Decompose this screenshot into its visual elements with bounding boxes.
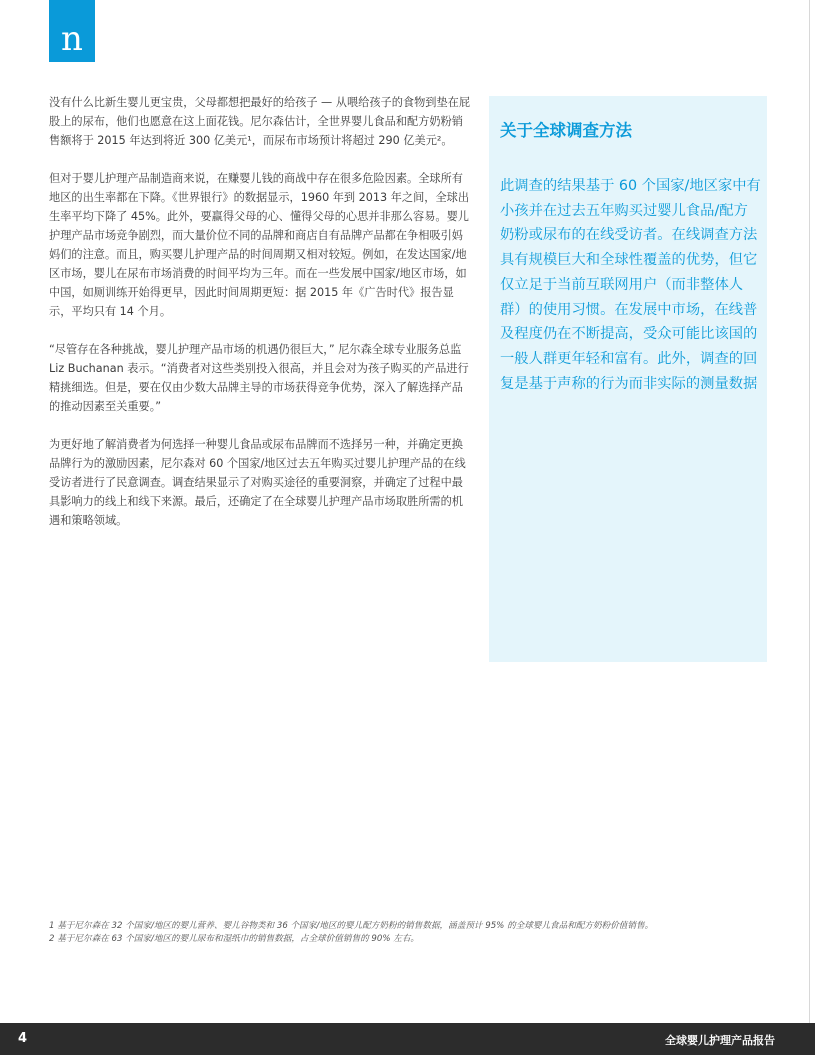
paragraph-survey: 为更好地了解消费者为何选择一种婴儿食品或尿布品牌而不选择另一种，并确定更换品牌行为的激励因素，尼尔森对 60 个国家/地区过去五年购买过婴儿护理产品的在线受访者进行了民意调查。调查结果显示了对购买途径的重要洞察，并确定了过程中最具影响力的线上和线下来源。最后，还确定了在全球婴儿护理产品市场取胜所需的机遇和策略领域。	[49, 438, 466, 527]
report-title: 全球婴儿护理产品报告	[665, 1034, 775, 1047]
footnote-2: 2 基于尼尔森在 63 个国家/地区的婴儿尿布和湿纸巾的销售数据，占全球价值销售的 90% 左右。	[49, 934, 420, 944]
logo-letter: n	[61, 19, 83, 59]
paragraph-risks: 但对于婴儿护理产品制造商来说，在赚婴儿钱的商战中存在很多危险因素。全球所有地区的出生率都在下降。《世界银行》的数据显示，1960 年到 2013 年之间，全球出生率平均下降了 45%。此外，要赢得父母的心、懂得父母的心思并非那么容易。婴儿护理产品市场竞争剧烈，而大量价位不同的品牌和商店自有品牌产品都在争相吸引妈妈们的注意。而且，购买婴儿护理产品的时间周期又相对较短。例如，在发达国家/地区市场，婴儿在尿布市场消费的时间平均为三年。而在一些发展中国家/地区市场，如中国，如厕训练开始得更早，因此时间周期更短：据 2015 年《广告时代》报告显示，平均只有 14 个月。	[49, 172, 470, 318]
sidebar-title: 关于全球调查方法	[500, 121, 632, 140]
footer-bar	[0, 1023, 815, 1055]
paragraph-intro: 没有什么比新生婴儿更宝贵，父母都想把最好的给孩子 — 从喂给孩子的食物到垫在屁股上的尿布，他们也愿意在这上面花钱。尼尔森估计，全世界婴儿食品和配方奶粉销售额将于 2015 年达到将近 300 亿美元¹，而尿布市场预计将超过 290 亿美元²。	[49, 96, 471, 147]
footnotes	[49, 920, 789, 946]
nielsen-logo	[49, 0, 95, 62]
page-number: 4	[18, 1031, 28, 1046]
paragraph-quote: “尽管存在各种挑战，婴儿护理产品市场的机遇仍很巨大，” 尼尔森全球专业服务总监 Liz Buchanan 表示。“消费者对这些类别投入很高，并且会对为孩子购买的产品进行精挑细选。但是，要在仅由少数大品牌主导的市场获得竞争优势，深入了解选择产品的推动因素至关重要。”	[49, 343, 469, 413]
footnote-1: 1 基于尼尔森在 32 个国家/地区的婴儿营养、婴儿谷物类和 36 个国家/地区的婴儿配方奶粉的销售数据，涵盖预计 95% 的全球婴儿食品和配方奶粉价值销售。	[49, 921, 654, 931]
sidebar-body: 此调查的结果基于 60 个国家/地区家中有小孩并在过去五年购买过婴儿食品/配方奶粉或尿布的在线受访者。在线调查方法具有规模巨大和全球性覆盖的优势，但它仅立足于当前互联网用户（而非整体人群）的使用习惯。在发展中市场，在线普及程度仍在不断提高，受众可能比该国的一般人群更年轻和富有。此外，调查的回复是基于声称的行为而非实际的测量数据	[500, 178, 761, 392]
main-article	[49, 93, 473, 549]
methodology-sidebar	[489, 96, 767, 662]
